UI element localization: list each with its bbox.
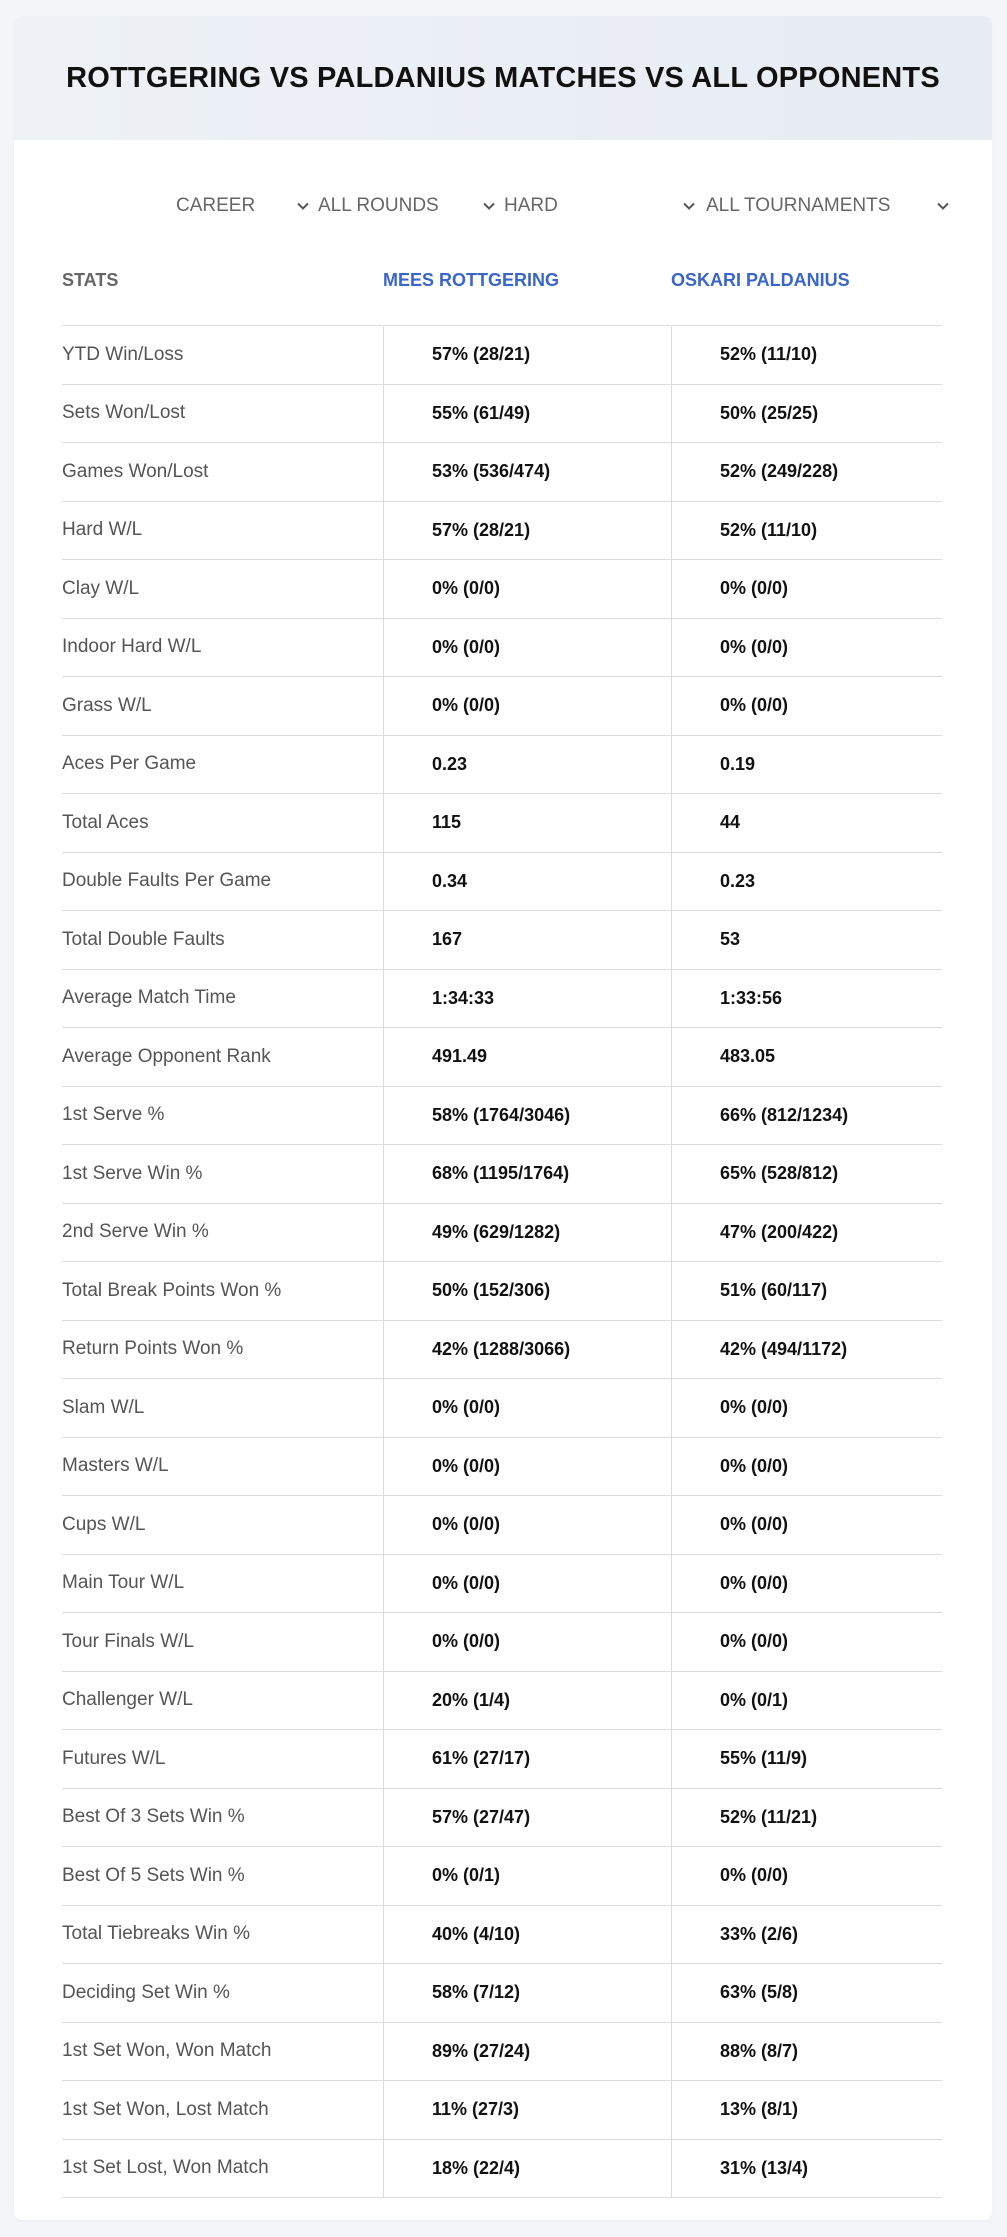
player2-value: 0% (0/0): [671, 1847, 942, 1905]
stat-label: Total Aces: [62, 811, 149, 833]
player1-value: 11% (27/3): [383, 2081, 671, 2139]
player2-value: 13% (8/1): [671, 2081, 942, 2139]
table-row: [62, 443, 942, 502]
player1-value: 0% (0/0): [383, 1438, 671, 1496]
table-row: [62, 911, 942, 970]
period-select-value: CAREER: [176, 195, 256, 216]
table-row: [62, 1730, 942, 1789]
table-row: [62, 736, 942, 795]
player2-value: 0% (0/0): [671, 1555, 942, 1613]
player2-value: 52% (11/10): [671, 502, 942, 560]
player2-value: 47% (200/422): [671, 1204, 942, 1262]
stat-label: Tour Finals W/L: [62, 1630, 194, 1652]
player1-value: 20% (1/4): [383, 1672, 671, 1730]
table-row: [62, 677, 942, 736]
player1-value: 0% (0/0): [383, 1613, 671, 1671]
table-row: [62, 970, 942, 1029]
player1-value: 42% (1288/3066): [383, 1321, 671, 1379]
table-header: [62, 244, 942, 326]
player1-value: 0% (0/0): [383, 1379, 671, 1437]
table-row: [62, 619, 942, 678]
table-row: [62, 1906, 942, 1965]
player2-value: 0% (0/0): [671, 1379, 942, 1437]
player2-value: 483.05: [671, 1028, 942, 1086]
player1-value: 491.49: [383, 1028, 671, 1086]
player2-value: 52% (11/21): [671, 1789, 942, 1847]
stat-label: YTD Win/Loss: [62, 343, 184, 365]
player2-value: 31% (13/4): [671, 2140, 942, 2198]
player1-value: 0.23: [383, 736, 671, 794]
table-row: [62, 1087, 942, 1146]
stat-label: Return Points Won %: [62, 1338, 244, 1360]
player1-value: 57% (27/47): [383, 1789, 671, 1847]
player1-value: 0% (0/1): [383, 1847, 671, 1905]
table-row: [62, 853, 942, 912]
stat-label: Cups W/L: [62, 1513, 146, 1535]
table-row: [62, 1964, 942, 2023]
stat-label: Average Opponent Rank: [62, 1045, 271, 1067]
player1-value: 40% (4/10): [383, 1906, 671, 1964]
player2-value: 66% (812/1234): [671, 1087, 942, 1145]
stat-label: Masters W/L: [62, 1455, 169, 1477]
stat-label: Total Break Points Won %: [62, 1279, 282, 1301]
table-row: [62, 1847, 942, 1906]
player2-value: 88% (8/7): [671, 2023, 942, 2081]
player1-value: 1:34:33: [383, 970, 671, 1028]
tournaments-select-value: ALL TOURNAMENTS: [706, 195, 891, 216]
player2-value: 55% (11/9): [671, 1730, 942, 1788]
rounds-select[interactable]: [318, 186, 498, 226]
stat-label: Double Faults Per Game: [62, 870, 272, 892]
table-row: [62, 385, 942, 444]
stat-label: Challenger W/L: [62, 1689, 193, 1711]
player2-value: 0% (0/0): [671, 677, 942, 735]
stat-label: 1st Set Won, Won Match: [62, 2040, 272, 2062]
stat-label: 1st Serve %: [62, 1104, 165, 1126]
stat-label: Games Won/Lost: [62, 460, 209, 482]
player1-value: 68% (1195/1764): [383, 1145, 671, 1203]
player1-value: 18% (22/4): [383, 2140, 671, 2198]
player2-value: 42% (494/1172): [671, 1321, 942, 1379]
player2-column-header[interactable]: OSKARI PALDANIUS: [671, 270, 850, 290]
player2-value: 65% (528/812): [671, 1145, 942, 1203]
player1-value: 0.34: [383, 853, 671, 911]
stat-label: 1st Set Lost, Won Match: [62, 2157, 269, 2179]
stat-label: Total Tiebreaks Win %: [62, 1923, 250, 1945]
player2-value: 52% (249/228): [671, 443, 942, 501]
stat-label: 1st Serve Win %: [62, 1162, 203, 1184]
stat-label: Deciding Set Win %: [62, 1981, 230, 2003]
player1-value: 58% (7/12): [383, 1964, 671, 2022]
stat-label: Futures W/L: [62, 1747, 166, 1769]
player1-column-header[interactable]: MEES ROTTGERING: [383, 270, 560, 290]
table-row: [62, 1555, 942, 1614]
player1-value: 49% (629/1282): [383, 1204, 671, 1262]
stat-label: Main Tour W/L: [62, 1572, 185, 1594]
player1-value: 55% (61/49): [383, 385, 671, 443]
table-row: [62, 1789, 942, 1848]
player2-value: 44: [671, 794, 942, 852]
table-row: [62, 1438, 942, 1497]
player1-value: 57% (28/21): [383, 502, 671, 560]
period-select[interactable]: [176, 186, 312, 226]
player2-value: 0% (0/0): [671, 1613, 942, 1671]
tournaments-select[interactable]: [706, 186, 952, 226]
stat-label: Indoor Hard W/L: [62, 636, 202, 658]
filter-bar: [14, 186, 992, 226]
chevron-down-icon: [480, 197, 498, 215]
stat-label: Slam W/L: [62, 1396, 145, 1418]
player2-value: 1:33:56: [671, 970, 942, 1028]
player1-value: 0% (0/0): [383, 560, 671, 618]
player1-value: 115: [383, 794, 671, 852]
player2-value: 33% (2/6): [671, 1906, 942, 1964]
table-row: [62, 794, 942, 853]
table-row: [62, 1321, 942, 1380]
page-header: [14, 16, 992, 140]
table-row: [62, 1028, 942, 1087]
player1-value: 0% (0/0): [383, 619, 671, 677]
chevron-down-icon: [934, 197, 952, 215]
player1-value: 53% (536/474): [383, 443, 671, 501]
player1-value: 167: [383, 911, 671, 969]
stat-label: Clay W/L: [62, 577, 140, 599]
player2-value: 0% (0/1): [671, 1672, 942, 1730]
stat-label: Sets Won/Lost: [62, 402, 186, 424]
table-row: [62, 502, 942, 561]
stat-label: Grass W/L: [62, 694, 152, 716]
table-row: [62, 2023, 942, 2082]
player2-value: 63% (5/8): [671, 1964, 942, 2022]
player1-value: 61% (27/17): [383, 1730, 671, 1788]
player2-value: 51% (60/117): [671, 1262, 942, 1320]
stat-label: Hard W/L: [62, 519, 143, 541]
player2-value: 0% (0/0): [671, 1496, 942, 1554]
player2-value: 0.19: [671, 736, 942, 794]
stat-label: Total Double Faults: [62, 928, 225, 950]
player1-value: 0% (0/0): [383, 1555, 671, 1613]
surface-select[interactable]: [504, 186, 698, 226]
table-row: [62, 326, 942, 385]
player2-value: 52% (11/10): [671, 326, 942, 384]
table-row: [62, 1145, 942, 1204]
table-row: [62, 2140, 942, 2199]
stat-label: Best Of 3 Sets Win %: [62, 1806, 245, 1828]
table-row: [62, 1204, 942, 1263]
stats-table: [62, 244, 942, 2198]
stats-column-header: STATS: [62, 270, 119, 290]
chevron-down-icon: [294, 197, 312, 215]
player1-value: 50% (152/306): [383, 1262, 671, 1320]
page-title: ROTTGERING VS PALDANIUS MATCHES VS ALL OPPONENTS: [66, 61, 940, 94]
stat-label: Average Match Time: [62, 987, 236, 1009]
player1-value: 0% (0/0): [383, 677, 671, 735]
player2-value: 50% (25/25): [671, 385, 942, 443]
surface-select-value: HARD: [504, 195, 558, 216]
table-body: [62, 326, 942, 2198]
table-row: [62, 1379, 942, 1438]
table-row: [62, 1672, 942, 1731]
table-row: [62, 1613, 942, 1672]
table-row: [62, 2081, 942, 2140]
table-row: [62, 560, 942, 619]
chevron-down-icon: [680, 197, 698, 215]
player2-value: 53: [671, 911, 942, 969]
player1-value: 0% (0/0): [383, 1496, 671, 1554]
player2-value: 0.23: [671, 853, 942, 911]
player1-value: 58% (1764/3046): [383, 1087, 671, 1145]
player1-value: 89% (27/24): [383, 2023, 671, 2081]
player1-value: 57% (28/21): [383, 326, 671, 384]
player2-value: 0% (0/0): [671, 619, 942, 677]
player2-value: 0% (0/0): [671, 560, 942, 618]
stat-label: Best Of 5 Sets Win %: [62, 1864, 245, 1886]
player2-value: 0% (0/0): [671, 1438, 942, 1496]
stat-label: 2nd Serve Win %: [62, 1221, 209, 1243]
table-row: [62, 1496, 942, 1555]
stats-card: [14, 16, 992, 2220]
stat-label: 1st Set Won, Lost Match: [62, 2098, 269, 2120]
table-row: [62, 1262, 942, 1321]
rounds-select-value: ALL ROUNDS: [318, 195, 439, 216]
stat-label: Aces Per Game: [62, 753, 197, 775]
